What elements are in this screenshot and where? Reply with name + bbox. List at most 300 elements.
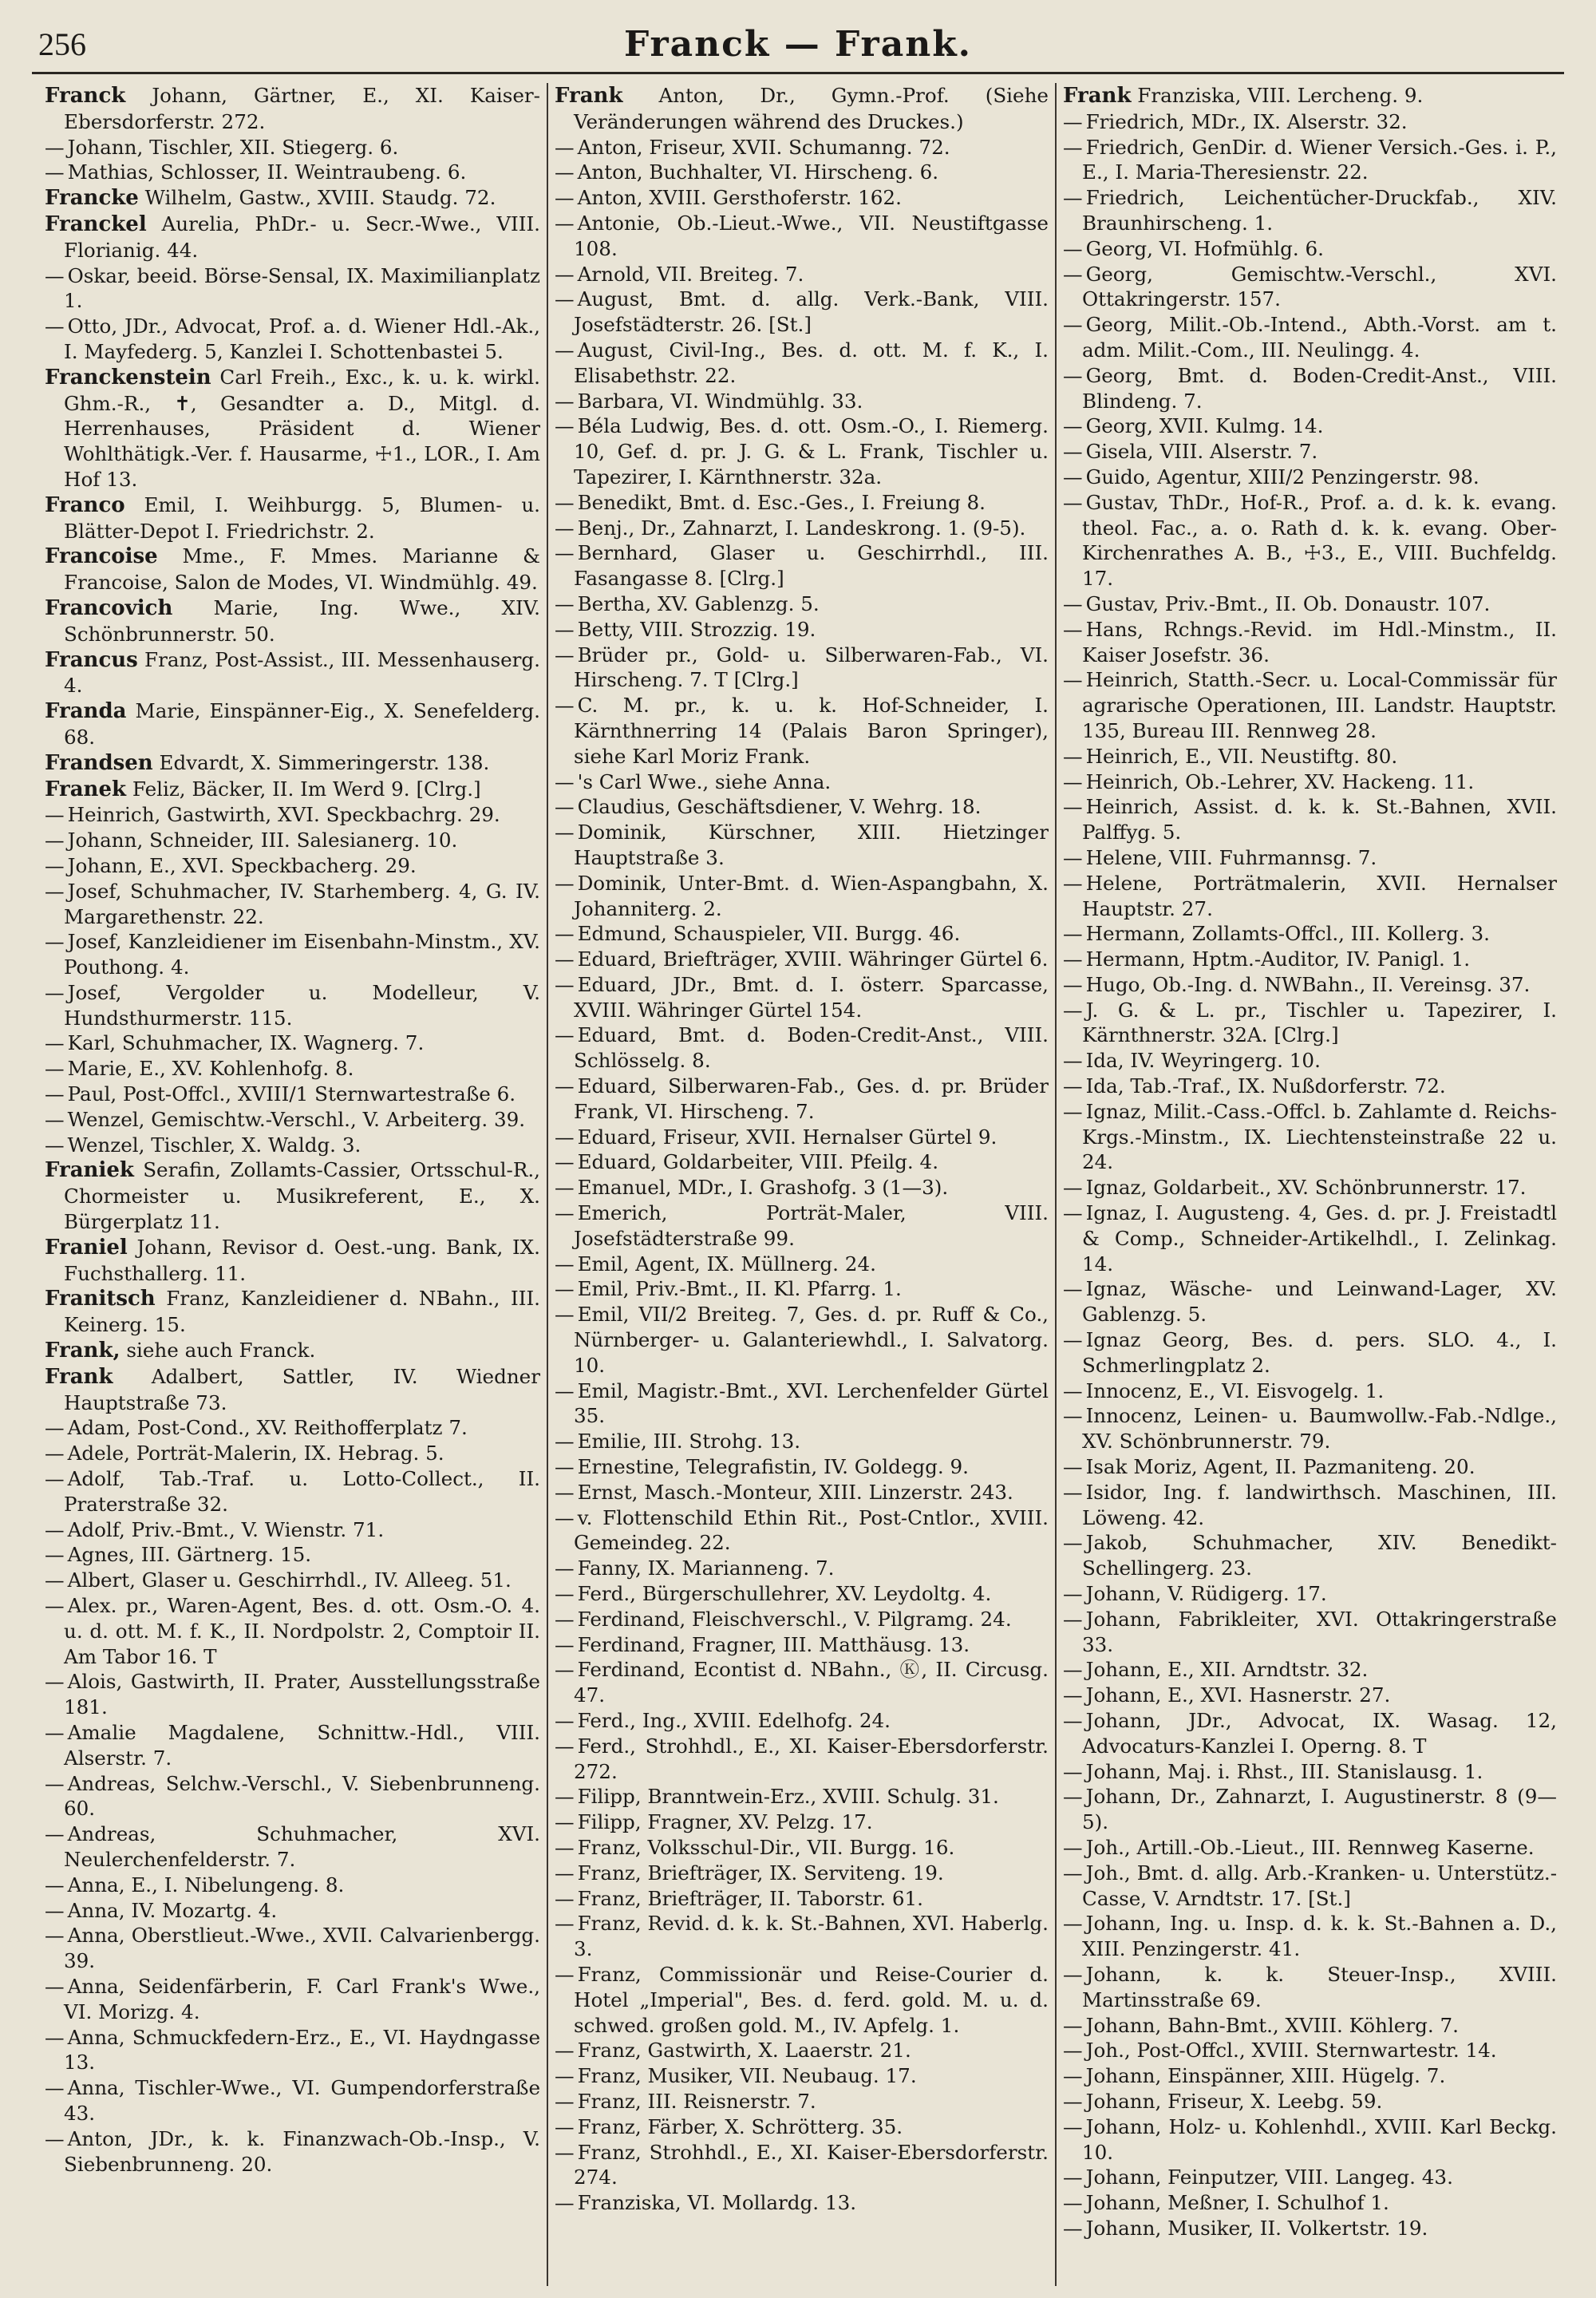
- repeat-dash: —: [555, 1861, 575, 1885]
- page-number: 256: [38, 26, 86, 62]
- repeat-dash: —: [1063, 1912, 1083, 1936]
- entry-surname: Francke: [45, 186, 139, 211]
- directory-entry: [45, 2025, 540, 2076]
- entry-text: Franz, Commissionär und Reise-Courier d. Hotel „Imperial", Bes. d. ferd. gold. M. u. d. schwed. großen gold. M., IV. Apfelg. 1.: [574, 1962, 1049, 2037]
- repeat-dash: —: [45, 1898, 65, 1922]
- repeat-dash: —: [45, 1924, 65, 1948]
- entry-text: Georg, XVII. Kulmg. 14.: [1085, 414, 1324, 438]
- repeat-dash: —: [555, 186, 575, 210]
- directory-entry: [45, 314, 540, 365]
- directory-entry: [1063, 109, 1557, 135]
- entry-text: Ida, Tab.-Traf., IX. Nußdorferstr. 72.: [1085, 1074, 1446, 1098]
- directory-entry: [555, 1657, 1049, 1708]
- repeat-dash: —: [45, 980, 65, 1004]
- repeat-dash: —: [555, 2089, 575, 2113]
- repeat-dash: —: [1063, 1531, 1083, 1555]
- entry-text: Bertha, XV. Gablenzg. 5.: [577, 591, 820, 615]
- directory-entry: [1063, 1200, 1557, 1276]
- repeat-dash: —: [1063, 2089, 1083, 2113]
- directory-entry: [45, 853, 540, 879]
- entry-text: Ignaz Georg, Bes. d. pers. SLO. 4., I. Schmerlingplatz 2.: [1082, 1328, 1557, 1377]
- repeat-dash: —: [555, 1378, 575, 1402]
- repeat-dash: —: [555, 2039, 575, 2063]
- entry-text: August, Civil-Ing., Bes. d. ott. M. f. K., I. Elisabethstr. 22.: [574, 338, 1049, 387]
- directory-entry: [555, 262, 1049, 287]
- entry-text: Heinrich, Assist. d. k. k. St.-Bahnen, XVII. Palffyg. 5.: [1082, 795, 1557, 844]
- entry-text: Johann, Gärtner, E., XI. Kaiser-Ebersdorferstr. 272.: [64, 84, 540, 133]
- directory-entry: [555, 1861, 1049, 1886]
- directory-entry: [555, 769, 1049, 795]
- entry-text: Barbara, VI. Windmühlg. 33.: [577, 389, 863, 413]
- entry-text: Ernestine, Telegrafistin, IV. Goldegg. 9.: [577, 1455, 969, 1479]
- repeat-dash: —: [555, 1607, 575, 1631]
- repeat-dash: —: [555, 1176, 575, 1200]
- entry-text: Ferdinand, Econtist d. NBahn., Ⓚ, II. Circusg. 47.: [574, 1658, 1049, 1707]
- directory-entry: [555, 1125, 1049, 1150]
- entry-text: Emil, VII/2 Breiteg. 7, Ges. d. pr. Ruff & Co., Nürnberger- u. Galanteriewhdl., I. Salvatorg. 10.: [574, 1303, 1049, 1377]
- entry-text: Guido, Agentur, XIII/2 Penzingerstr. 98.: [1085, 465, 1479, 488]
- directory-entry: [1063, 744, 1557, 769]
- directory-entry: [555, 1708, 1049, 1734]
- directory-entry: [45, 1364, 540, 1416]
- entry-text: Anna, Oberstlieut.-Wwe., XVII. Calvarienbergg. 39.: [64, 1924, 540, 1973]
- directory-entry: [1063, 2013, 1557, 2039]
- directory-entry: [45, 83, 540, 135]
- directory-entry: [1063, 1327, 1557, 1378]
- entry-text: Feliz, Bäcker, II. Im Werd 9. [Clrg.]: [132, 777, 481, 801]
- directory-entry: [1063, 312, 1557, 363]
- repeat-dash: —: [555, 1632, 575, 1656]
- directory-entry: [555, 540, 1049, 591]
- entry-text: Helene, VIII. Fuhrmannsg. 7.: [1085, 845, 1377, 869]
- directory-entry: [45, 777, 540, 803]
- directory-entry: [45, 1821, 540, 1873]
- directory-entry: [555, 2114, 1049, 2140]
- entry-text: Eduard, JDr., Bmt. d. I. österr. Sparcasse, XVIII. Währinger Gürtel 154.: [574, 972, 1049, 1022]
- repeat-dash: —: [1063, 1709, 1083, 1732]
- repeat-dash: —: [555, 1125, 575, 1149]
- directory-entry: [1063, 1454, 1557, 1480]
- repeat-dash: —: [1063, 947, 1083, 971]
- directory-entry: [555, 338, 1049, 389]
- entry-text: 's Carl Wwe., siehe Anna.: [577, 769, 832, 793]
- directory-entry: [1063, 1683, 1557, 1708]
- entry-text: Anna, E., I. Nibelungeng. 8.: [67, 1873, 345, 1897]
- directory-entry: [1063, 439, 1557, 465]
- repeat-dash: —: [45, 1057, 65, 1081]
- entry-surname: Frank: [45, 1364, 113, 1389]
- repeat-dash: —: [555, 2064, 575, 2088]
- directory-entry: [555, 1429, 1049, 1454]
- repeat-dash: —: [45, 1771, 65, 1795]
- entry-text: Georg, Bmt. d. Boden-Credit-Anst., VIII. Blindeng. 7.: [1082, 363, 1557, 413]
- repeat-dash: —: [45, 1594, 65, 1618]
- entry-text: Emil, I. Weihburgg. 5, Blumen- u. Blätter-Depot I. Friedrichstr. 2.: [64, 492, 540, 543]
- directory-entry: [555, 820, 1049, 871]
- repeat-dash: —: [555, 1912, 575, 1936]
- directory-entry: [45, 929, 540, 980]
- entry-text: Franz, Post-Assist., III. Messenhauserg. 4.: [64, 647, 540, 698]
- entry-text: Paul, Post-Offcl., XVIII/1 Sternwartestraße 6.: [67, 1082, 516, 1106]
- repeat-dash: —: [555, 617, 575, 641]
- directory-entry: [555, 2190, 1049, 2216]
- repeat-dash: —: [45, 1517, 65, 1541]
- repeat-dash: —: [1063, 998, 1083, 1022]
- directory-entry: [1063, 262, 1557, 313]
- repeat-dash: —: [45, 1082, 65, 1106]
- entry-text: Georg, Gemischtw.-Verschl., XVI. Ottakringerstr. 157.: [1082, 262, 1557, 311]
- directory-entry: [45, 2126, 540, 2177]
- repeat-dash: —: [555, 1480, 575, 1504]
- entry-text: Anton, Friseur, XVII. Schumanng. 72.: [577, 135, 950, 159]
- repeat-dash: —: [1063, 135, 1083, 159]
- directory-entry: [555, 921, 1049, 947]
- repeat-dash: —: [555, 1505, 575, 1529]
- repeat-dash: —: [45, 135, 65, 159]
- directory-entry: [45, 492, 540, 544]
- repeat-dash: —: [555, 160, 575, 184]
- entry-text: Béla Ludwig, Bes. d. ott. Osm.-O., I. Riemerg. 10, Gef. d. pr. J. G. & L. Frank, Tischler u. Tapezirer, I. Kärnthnerstr. 32a.: [574, 414, 1049, 488]
- directory-entry: [1063, 1784, 1557, 1835]
- repeat-dash: —: [45, 1974, 65, 1998]
- directory-entry: [1063, 490, 1557, 591]
- entry-surname: Franckel: [45, 212, 147, 236]
- entry-text: Innocenz, E., VI. Eisvogelg. 1.: [1085, 1378, 1385, 1402]
- entry-text: Emil, Agent, IX. Müllnerg. 24.: [577, 1252, 876, 1276]
- repeat-dash: —: [555, 135, 575, 159]
- directory-entry: [555, 160, 1049, 185]
- entry-text: Adolf, Priv.-Bmt., V. Wienstr. 71.: [67, 1517, 385, 1541]
- repeat-dash: —: [555, 1582, 575, 1606]
- repeat-dash: —: [1063, 440, 1083, 464]
- directory-entry: [1063, 1099, 1557, 1175]
- repeat-dash: —: [45, 160, 65, 184]
- entry-text: Franz, Briefträger, II. Taborstr. 61.: [577, 1886, 923, 1910]
- entry-text: Eduard, Goldarbeiter, VIII. Pfeilg. 4.: [577, 1150, 939, 1174]
- entry-text: Johann, Meßner, I. Schulhof 1.: [1085, 2191, 1389, 2215]
- entry-text: Betty, VIII. Strozzig. 19.: [577, 617, 816, 641]
- repeat-dash: —: [45, 1416, 65, 1440]
- repeat-dash: —: [555, 947, 575, 971]
- repeat-dash: —: [45, 1467, 65, 1491]
- directory-entry: [555, 1607, 1049, 1632]
- entry-text: Otto, JDr., Advocat, Prof. a. d. Wiener Hdl.-Ak., I. Mayfederg. 5, Kanzlei I. Schottenbastei 5.: [64, 314, 540, 363]
- directory-entry: [1063, 2063, 1557, 2089]
- entry-text: Franz, Revid. d. k. k. St.-Bahnen, XVI. Haberlg. 3.: [574, 1912, 1049, 1961]
- repeat-dash: —: [1063, 1176, 1083, 1200]
- entry-text: v. Flottenschild Ethin Rit., Post-Cntlor., XVIII. Gemeindeg. 22.: [574, 1505, 1049, 1555]
- repeat-dash: —: [555, 1150, 575, 1174]
- repeat-dash: —: [1063, 1582, 1083, 1606]
- entry-text: Heinrich, Ob.-Lehrer, XV. Hackeng. 11.: [1085, 769, 1475, 793]
- directory-entry: [1063, 2216, 1557, 2241]
- repeat-dash: —: [1063, 1835, 1083, 1859]
- repeat-dash: —: [1063, 1049, 1083, 1073]
- directory-entry: [1063, 363, 1557, 414]
- directory-entry: [1063, 2038, 1557, 2063]
- directory-entry: [555, 135, 1049, 160]
- entry-text: Eduard, Briefträger, XVIII. Währinger Gürtel 6.: [577, 947, 1049, 971]
- entry-text: Alex. pr., Waren-Agent, Bes. d. ott. Osm.-O. 4. u. d. ott. M. f. K., II. Nordpolstr. 2, Comptoir II. Am Tabor 16. T: [64, 1594, 540, 1668]
- directory-entry: [555, 211, 1049, 262]
- entry-text: Gustav, ThDr., Hof-R., Prof. a. d. k. k. evang. theol. Fac., a. o. Rath d. k. k. evang. Ober-Kirchenrathes A. B., ☩3., E., VIII. Buchfeldg. 17.: [1082, 490, 1557, 591]
- entry-text: Joh., Artill.-Ob.-Lieut., III. Rennweg Kaserne.: [1085, 1835, 1535, 1859]
- directory-entry: [45, 135, 540, 160]
- entry-text: Marie, E., XV. Kohlenhofg. 8.: [67, 1057, 354, 1081]
- directory-entry: [1063, 1581, 1557, 1607]
- entry-text: Johann, Ing. u. Insp. d. k. k. St.-Bahnen a. D., XIII. Penzingerstr. 41.: [1082, 1912, 1557, 1961]
- entry-text: Antonie, Ob.-Lieut.-Wwe., VII. Neustiftgasse 108.: [574, 211, 1049, 260]
- repeat-dash: —: [555, 389, 575, 413]
- directory-entry: [1063, 1480, 1557, 1531]
- entry-text: Alois, Gastwirth, II. Prater, Ausstellungsstraße 181.: [64, 1670, 540, 1719]
- entry-text: Josef, Vergolder u. Modelleur, V. Hundsthurmerstr. 115.: [64, 980, 540, 1030]
- entry-text: Arnold, VII. Breiteg. 7.: [577, 262, 804, 286]
- repeat-dash: —: [555, 1430, 575, 1454]
- entry-list: [1063, 83, 1557, 2241]
- repeat-dash: —: [45, 1133, 65, 1157]
- entry-text: Franz, III. Reisnerstr. 7.: [577, 2089, 816, 2113]
- directory-entry: [45, 160, 540, 185]
- repeat-dash: —: [555, 972, 575, 996]
- repeat-dash: —: [1063, 1683, 1083, 1707]
- directory-entry: [45, 1441, 540, 1466]
- directory-entry: [1063, 972, 1557, 998]
- directory-entry: [45, 2075, 540, 2126]
- entry-text: Anton, Dr., Gymn.-Prof. (Siehe Veränderungen während des Druckes.): [574, 84, 1049, 133]
- entry-text: Adolf, Tab.-Traf. u. Lotto-Collect., II. Praterstraße 32.: [64, 1467, 540, 1516]
- entry-text: Emilie, III. Strohg. 13.: [577, 1430, 801, 1454]
- entry-text: Ignaz, Milit.-Cass.-Offcl. b. Zahlamte d. Reichs-Krgs.-Minstm., IX. Liechtensteinstraße 22 u. 24.: [1082, 1099, 1557, 1174]
- entry-text: Johann, Schneider, III. Salesianerg. 10.: [67, 829, 458, 852]
- directory-entry: [1063, 83, 1557, 109]
- column-2: [547, 83, 1055, 2286]
- directory-entry: [555, 1835, 1049, 1861]
- directory-entry: [45, 263, 540, 314]
- repeat-dash: —: [1063, 617, 1083, 641]
- directory-entry: [1063, 794, 1557, 845]
- entry-text: Anton, Buchhalter, VI. Hirscheng. 6.: [577, 160, 939, 184]
- directory-entry: [1063, 1403, 1557, 1454]
- directory-entry: [555, 1480, 1049, 1505]
- directory-entry: [1063, 1911, 1557, 1962]
- directory-entry: [45, 1974, 540, 2025]
- entry-surname: Frank: [1063, 84, 1132, 108]
- entry-text: Johann, Tischler, XII. Stiegerg. 6.: [67, 135, 399, 159]
- directory-entry: [555, 1074, 1049, 1125]
- entry-text: Marie, Einspänner-Eig., X. Senefelderg. 68.: [64, 699, 540, 749]
- repeat-dash: —: [1063, 845, 1083, 869]
- repeat-dash: —: [555, 1734, 575, 1758]
- repeat-dash: —: [45, 2025, 65, 2049]
- entry-text: Josef, Kanzleidiener im Eisenbahn-Minstm., XV. Pouthong. 4.: [64, 930, 540, 979]
- repeat-dash: —: [1063, 1759, 1083, 1783]
- entry-text: Ferd., Strohhdl., E., XI. Kaiser-Ebersdorferstr. 272.: [574, 1734, 1049, 1783]
- entry-text: Franziska, VI. Mollardg. 13.: [577, 2191, 857, 2215]
- repeat-dash: —: [1063, 2191, 1083, 2215]
- directory-entry: [1063, 236, 1557, 262]
- directory-entry: [555, 643, 1049, 694]
- entry-surname: Francoise: [45, 544, 158, 569]
- directory-entry: [45, 1466, 540, 1517]
- entry-text: C. M. pr., k. u. k. Hof-Schneider, I. Kärnthnerring 14 (Palais Baron Springer), siehe Karl Moriz Frank.: [574, 694, 1049, 768]
- entry-text: Friedrich, MDr., IX. Alserstr. 32.: [1085, 109, 1408, 133]
- entry-text: Claudius, Geschäftsdiener, V. Wehrg. 18.: [577, 795, 982, 819]
- directory-entry: [555, 1378, 1049, 1430]
- repeat-dash: —: [1063, 313, 1083, 337]
- directory-entry: [1063, 769, 1557, 795]
- directory-entry: [555, 2063, 1049, 2089]
- entry-text: Aurelia, PhDr.- u. Secr.-Wwe., VIII. Florianig. 44.: [64, 212, 540, 262]
- repeat-dash: —: [555, 1886, 575, 1910]
- repeat-dash: —: [555, 2191, 575, 2215]
- directory-entry: [1063, 1175, 1557, 1200]
- entry-text: Adam, Post-Cond., XV. Reithofferplatz 7.: [67, 1416, 468, 1440]
- directory-entry: [45, 1669, 540, 1720]
- repeat-dash: —: [555, 821, 575, 844]
- entry-text: Anton, XVIII. Gersthoferstr. 162.: [577, 186, 902, 210]
- entry-text: Ferdinand, Fragner, III. Matthäusg. 13.: [577, 1632, 970, 1656]
- entry-text: Franz, Gastwirth, X. Laaerstr. 21.: [577, 2039, 911, 2063]
- repeat-dash: —: [45, 263, 65, 287]
- entry-surname: Franda: [45, 699, 127, 724]
- directory-entry: [45, 1082, 540, 1107]
- columns: [38, 83, 1564, 2286]
- repeat-dash: —: [555, 338, 575, 362]
- directory-entry: [1063, 591, 1557, 617]
- directory-entry: [1063, 1074, 1557, 1099]
- entry-text: Franz, Strohhdl., E., XI. Kaiser-Ebersdorferstr. 274.: [574, 2140, 1049, 2189]
- entry-text: Johann, Fabrikleiter, XVI. Ottakringerstraße 33.: [1082, 1607, 1557, 1656]
- entry-text: Wenzel, Gemischtw.-Verschl., V. Arbeiterg. 39.: [67, 1107, 526, 1131]
- entry-text: Ignaz, Goldarbeit., XV. Schönbrunnerstr. 17.: [1085, 1176, 1527, 1200]
- repeat-dash: —: [45, 1543, 65, 1567]
- entry-text: Johann, Einspänner, XIII. Hügelg. 7.: [1085, 2064, 1446, 2088]
- repeat-dash: —: [1063, 1861, 1083, 1885]
- entry-text: Helene, Porträtmalerin, XVII. Hernalser Hauptstr. 27.: [1082, 871, 1557, 920]
- repeat-dash: —: [1063, 1328, 1083, 1352]
- directory-entry: [1063, 667, 1557, 743]
- entry-text: siehe auch Franck.: [126, 1339, 316, 1363]
- directory-entry: [555, 413, 1049, 489]
- repeat-dash: —: [1063, 871, 1083, 895]
- entry-text: Ignaz, Wäsche- und Leinwand-Lager, XV. Gablenzg. 5.: [1082, 1277, 1557, 1327]
- entry-text: Filipp, Fragner, XV. Pelzg. 17.: [577, 1810, 873, 1834]
- directory-entry: [1063, 1048, 1557, 1074]
- directory-entry: [45, 365, 540, 492]
- repeat-dash: —: [45, 853, 65, 877]
- directory-entry: [45, 1107, 540, 1133]
- directory-entry: [45, 1133, 540, 1158]
- directory-entry: [1063, 1657, 1557, 1683]
- entry-text: Ferd., Ing., XVIII. Edelhofg. 24.: [577, 1709, 891, 1732]
- entry-text: Isak Moriz, Agent, II. Pazmaniteng. 20.: [1085, 1455, 1476, 1479]
- entry-text: Carl Freih., Exc., k. u. k. wirkl. Ghm.-R., ✝, Gesandter a. D., Mitgl. d. Herrenhauses, Präsident d. Wiener Wohlthätigk.-Ver. f. Hausarme, ☩1., LOR., I. Am Hof 13.: [64, 365, 540, 491]
- repeat-dash: —: [1063, 1201, 1083, 1225]
- repeat-dash: —: [1063, 744, 1083, 768]
- entry-text: Andreas, Schuhmacher, XVI. Neulerchenfelderstr. 7.: [64, 1822, 540, 1871]
- directory-entry: [1063, 413, 1557, 439]
- repeat-dash: —: [555, 1455, 575, 1479]
- entry-text: Franz, Kanzleidiener d. NBahn., III. Keinerg. 15.: [64, 1287, 540, 1337]
- entry-text: Friedrich, GenDir. d. Wiener Versich.-Ges. i. P., E., I. Maria-Theresienstr. 22.: [1082, 135, 1557, 184]
- repeat-dash: —: [555, 1709, 575, 1732]
- entry-text: Dominik, Kürschner, XIII. Hietzinger Hauptstraße 3.: [574, 821, 1049, 869]
- entry-surname: Francus: [45, 647, 138, 672]
- directory-entry: [45, 1542, 540, 1568]
- directory-entry: [555, 1810, 1049, 1835]
- repeat-dash: —: [45, 1031, 65, 1055]
- entry-text: Ernst, Masch.-Monteur, XIII. Linzerstr. 243.: [577, 1480, 1013, 1504]
- entry-text: Emanuel, MDr., I. Grashofg. 3 (1—3).: [577, 1176, 949, 1200]
- directory-entry: [555, 1581, 1049, 1607]
- directory-entry: [555, 516, 1049, 541]
- repeat-dash: —: [45, 1670, 65, 1694]
- entry-text: Ferdinand, Fleischverschl., V. Pilgramg. 24.: [577, 1607, 1012, 1631]
- repeat-dash: —: [555, 643, 575, 666]
- directory-entry: [1063, 1962, 1557, 2013]
- repeat-dash: —: [45, 829, 65, 852]
- repeat-dash: —: [555, 287, 575, 311]
- directory-entry: [555, 1200, 1049, 1252]
- directory-entry: [1063, 998, 1557, 1049]
- entry-text: Adele, Porträt-Malerin, IX. Hebrag. 5.: [67, 1442, 444, 1465]
- entry-surname: Franck: [45, 84, 126, 108]
- repeat-dash: —: [1063, 465, 1083, 488]
- repeat-dash: —: [1063, 1099, 1083, 1123]
- repeat-dash: —: [555, 414, 575, 438]
- repeat-dash: —: [555, 1023, 575, 1047]
- repeat-dash: —: [45, 1568, 65, 1592]
- entry-text: Hans, Rchngs.-Revid. im Hdl.-Minstm., II. Kaiser Josefstr. 36.: [1082, 617, 1557, 666]
- directory-entry: [1063, 617, 1557, 668]
- entry-text: Franz, Volksschul-Dir., VII. Burgg. 16.: [577, 1835, 955, 1859]
- directory-entry: [555, 1886, 1049, 1912]
- entry-text: Fanny, IX. Marianneng. 7.: [577, 1556, 835, 1580]
- entry-text: Edvardt, X. Simmeringerstr. 138.: [159, 750, 490, 774]
- repeat-dash: —: [1063, 922, 1083, 946]
- repeat-dash: —: [45, 1822, 65, 1846]
- directory-entry: [1063, 465, 1557, 490]
- directory-entry: [1063, 1835, 1557, 1861]
- entry-text: Benedikt, Bmt. d. Esc.-Ges., I. Freiung 8.: [577, 490, 986, 514]
- repeat-dash: —: [1063, 972, 1083, 996]
- directory-entry: [45, 1415, 540, 1441]
- entry-text: Wilhelm, Gastw., XVIII. Staudg. 72.: [144, 186, 496, 210]
- repeat-dash: —: [45, 803, 65, 827]
- entry-text: Ida, IV. Weyringerg. 10.: [1085, 1049, 1321, 1073]
- directory-entry: [45, 647, 540, 699]
- directory-entry: [555, 1911, 1049, 1962]
- repeat-dash: —: [555, 1074, 575, 1098]
- directory-entry: [555, 1276, 1049, 1302]
- repeat-dash: —: [555, 1277, 575, 1301]
- page-title: Franck — Frank.: [623, 24, 972, 65]
- directory-entry: [555, 871, 1049, 922]
- directory-entry: [555, 972, 1049, 1023]
- repeat-dash: —: [555, 591, 575, 615]
- directory-entry: [555, 2140, 1049, 2191]
- entry-text: Friedrich, Leichentücher-Druckfab., XIV. Braunhirscheng. 1.: [1082, 186, 1557, 235]
- entry-text: Innocenz, Leinen- u. Baumwollw.-Fab.-Ndlge., XV. Schönbrunnerstr. 79.: [1082, 1404, 1557, 1454]
- directory-entry: [555, 617, 1049, 643]
- entry-text: Georg, Milit.-Ob.-Intend., Abth.-Vorst. am t. adm. Milit.-Com., III. Neulingg. 4.: [1082, 313, 1557, 362]
- entry-text: Johann, Feinputzer, VIII. Langeg. 43.: [1085, 2165, 1453, 2189]
- repeat-dash: —: [1063, 236, 1083, 260]
- entry-text: Eduard, Friseur, XVII. Hernalser Gürtel 9.: [577, 1125, 998, 1149]
- entry-text: Franz, Musiker, VII. Neubaug. 17.: [577, 2064, 917, 2088]
- entry-text: Johann, E., XII. Arndtstr. 32.: [1085, 1658, 1369, 1682]
